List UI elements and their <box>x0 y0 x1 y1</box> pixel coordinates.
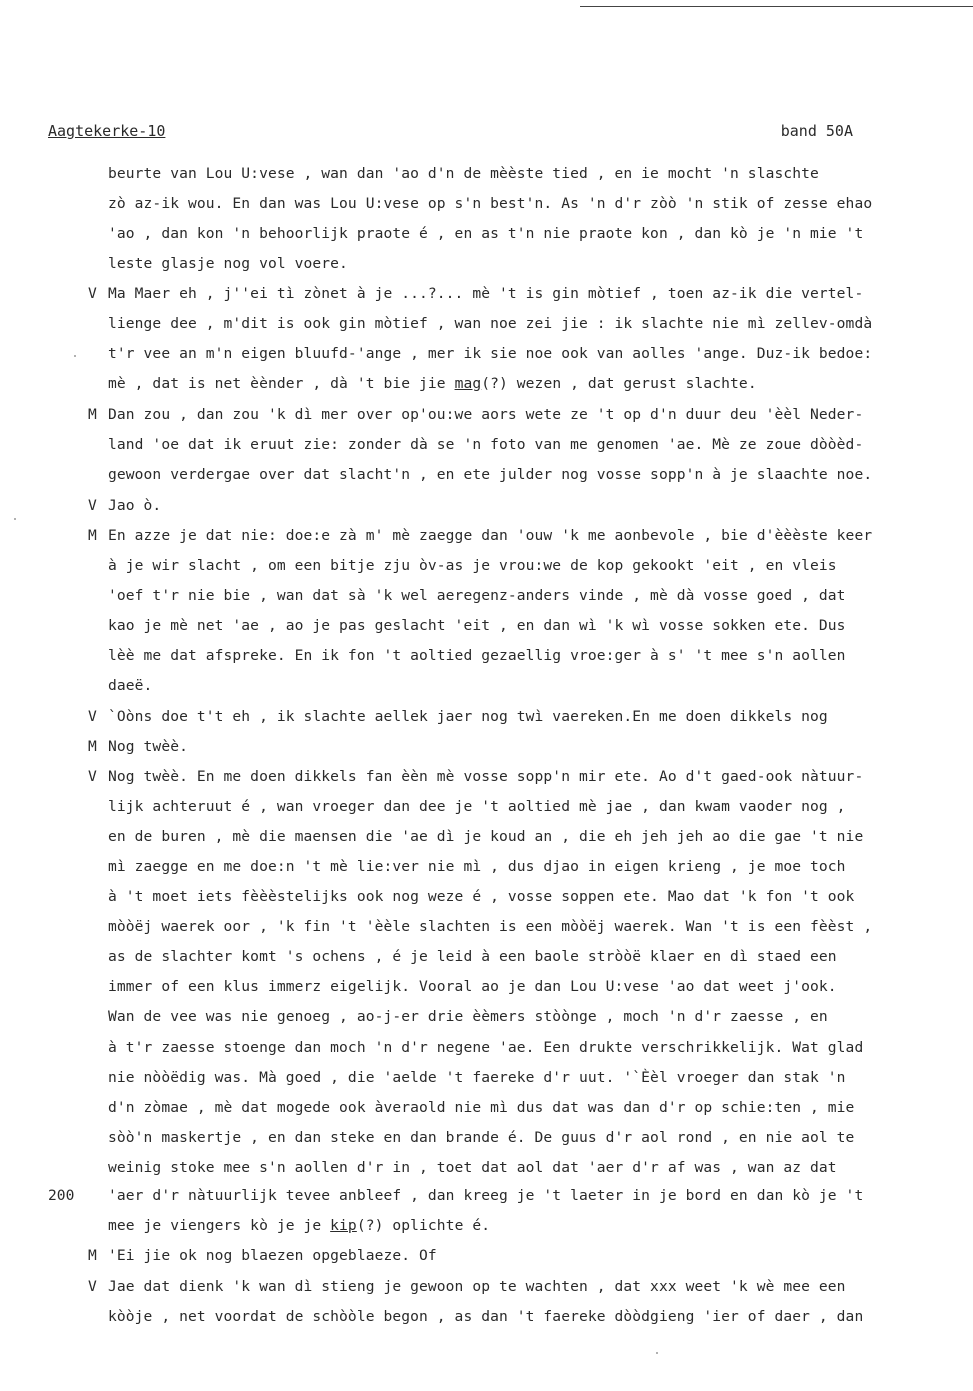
speaker-label: V <box>88 708 97 725</box>
transcript-line: kao je mè net 'ae , ao je pas geslacht 'eit , en dan wì 'k wì vosse sokken ete. Dus <box>108 617 846 634</box>
speaker-label: M <box>88 1247 97 1264</box>
transcript-line: 'ao , dan kon 'n behoorlijk praote é , en as t'n nie praote kon , dan kò je 'n mie 't <box>108 225 864 242</box>
transcript-line: Jae dat dienk 'k wan dì stieng je gewoon op te wachten , dat xxx weet 'k wè mee een <box>108 1278 846 1295</box>
transcript-line: Wan de vee was nie genoeg , ao-j-er drie èèmers stòònge , moch 'n d'r zaesse , en <box>108 1008 828 1025</box>
speaker-label: V <box>88 768 97 785</box>
underlined-word: kip <box>330 1217 357 1234</box>
transcript-line: nie nòòëdig was. Mà goed , die 'aelde 't faereke d'r uut. '`Èèl vroeger dan stak 'n <box>108 1069 846 1086</box>
transcript-line: zò az-ik wou. En dan was Lou U:vese op s'n best'n. As 'n d'r zòò 'n stik of zesse ehao <box>108 195 873 212</box>
transcript-line: immer of een klus immerz eigelijk. Vooral ao je dan Lou U:vese 'ao dat weet j'ook. <box>108 978 837 995</box>
transcript-line: mòòëj waerek oor , 'k fin 't 'èèle slachten is een mòòëj waerek. Wan 't is een fèèst , <box>108 918 873 935</box>
transcript-line: d'n zòmae , mè dat mogede ook àveraold nie mì dus dat was dan d'r op schie:ten , mie <box>108 1099 855 1116</box>
transcript-line: 'aer d'r nàtuurlijk tevee anbleef , dan kreeg je 't laeter in je bord en dan kò je 't <box>108 1187 864 1204</box>
header-title: Aagtekerke-10 <box>48 122 166 140</box>
scan-speck <box>14 518 16 520</box>
header-tape: band 50A <box>780 122 853 140</box>
line-text: mee je viengers kò je je <box>108 1217 331 1234</box>
speaker-label: M <box>88 738 97 755</box>
transcript-line: lijk achteruut é , wan vroeger dan dee je 't aoltied mè jae , dan kwam vaoder nog , <box>108 798 846 815</box>
transcript-line: lienge dee , m'dit is ook gin mòtief , wan noe zei jie : ik slachte nie mì zellev-omdà <box>108 315 873 332</box>
scan-speck <box>74 355 76 357</box>
transcript-line: Jao ò. <box>108 497 162 514</box>
transcript-line: kòòje , net voordat de schòòle begon , as dan 't faereke dòòdgieng 'ier of daer , dan <box>108 1308 864 1325</box>
speaker-label: V <box>88 497 97 514</box>
transcript-line: land 'oe dat ik eruut zie: zonder dà se 'n foto van me genomen 'ae. Mè ze zoue dòòèd- <box>108 436 864 453</box>
transcript-line: as de slachter komt 's ochens , é je leid à een baole stròòë klaer en dì staed een <box>108 948 837 965</box>
line-text: mè , dat is net èènder , dà 't bie jie <box>108 375 455 392</box>
transcript-line <box>108 375 757 392</box>
transcript-line: beurte van Lou U:vese , wan dan 'ao d'n de mèèste tied , en ie mocht 'n slaschte <box>108 165 819 182</box>
transcript-line: Nog twèè. En me doen dikkels fan èèn mè vosse sopp'n mir ete. Ao d't gaed-ook nàtuur- <box>108 768 864 785</box>
transcript-line: mì zaegge en me doe:n 't mè lie:ver nie mì , dus djao in eigen krieng , je moe toch <box>108 858 846 875</box>
page-header <box>48 122 853 142</box>
transcript-line: Nog twèè. <box>108 738 188 755</box>
transcript-line: 'Ei jie ok nog blaezen opgeblaeze. Of <box>108 1247 437 1264</box>
transcript-line: En azze je dat nie: doe:e zà m' mè zaegge dan 'ouw 'k me aonbevole , bie d'èèèste keer <box>108 527 873 544</box>
transcript-line: daeë. <box>108 677 153 694</box>
transcript-line: t'r vee an m'n eigen bluufd-'ange , mer ik sie noe ook van aolles 'ange. Duz-ik bedoe: <box>108 345 873 362</box>
top-rule <box>580 6 973 7</box>
transcript-line: Ma Maer eh , j''ei tì zònet à je ...?... mè 't is gin mòtief , toen az-ik die vertel- <box>108 285 864 302</box>
transcript-line: à 't moet iets fèèèstelijks ook nog weze é , vosse soppen ete. Mao dat 'k fon 't ook <box>108 888 855 905</box>
line-tail: (?) oplichte é. <box>356 1217 491 1234</box>
transcript-line: lèè me dat afspreke. En ik fon 't aoltied gezaellig vroe:ger à s' 't mee s'n aollen <box>108 647 846 664</box>
transcript-line: 'oef t'r nie bie , wan dat sà 'k wel aeregenz-anders vinde , mè dà vosse goed , dat <box>108 587 846 604</box>
speaker-label: M <box>88 527 97 544</box>
speaker-label: M <box>88 406 97 423</box>
speaker-label: V <box>88 285 97 302</box>
transcript-line: en de buren , mè die maensen die 'ae dì je koud an , die eh jeh jeh ao die gae 't nie <box>108 828 864 845</box>
transcript-line: à t'r zaesse stoenge dan moch 'n d'r negene 'ae. Een drukte verschrikkelijk. Wat glad <box>108 1039 864 1056</box>
transcript-line: leste glasje nog vol voere. <box>108 255 348 272</box>
transcript-line: gewoon verdergae over dat slacht'n , en ete julder nog vosse sopp'n à je slaachte noe. <box>108 466 873 483</box>
transcript-line <box>108 1217 490 1234</box>
line-tail: (?) wezen , dat gerust slachte. <box>481 375 757 392</box>
transcript-line: à je wir slacht , om een bitje zju òv-as je vrou:we de kop gekookt 'eit , en vleis <box>108 557 837 574</box>
underlined-word: mag <box>454 375 482 392</box>
transcript-line: weinig stoke mee s'n aollen d'r in , toet dat aol dat 'aer d'r af was , wan az dat <box>108 1159 837 1176</box>
scan-speck <box>656 1352 658 1354</box>
transcript-line: Dan zou , dan zou 'k dì mer over op'ou:we aors wete ze 't op d'n duur deu 'èèl Neder- <box>108 406 864 423</box>
transcript-line: sòò'n maskertje , en dan steke en dan brande é. De guus d'r aol rond , en nie aol te <box>108 1129 855 1146</box>
transcript-line: `Oòns doe t't eh , ik slachte aellek jaer nog twì vaereken.En me doen dikkels nog <box>108 708 828 725</box>
speaker-label: V <box>88 1278 97 1295</box>
line-number: 200 <box>48 1187 75 1204</box>
